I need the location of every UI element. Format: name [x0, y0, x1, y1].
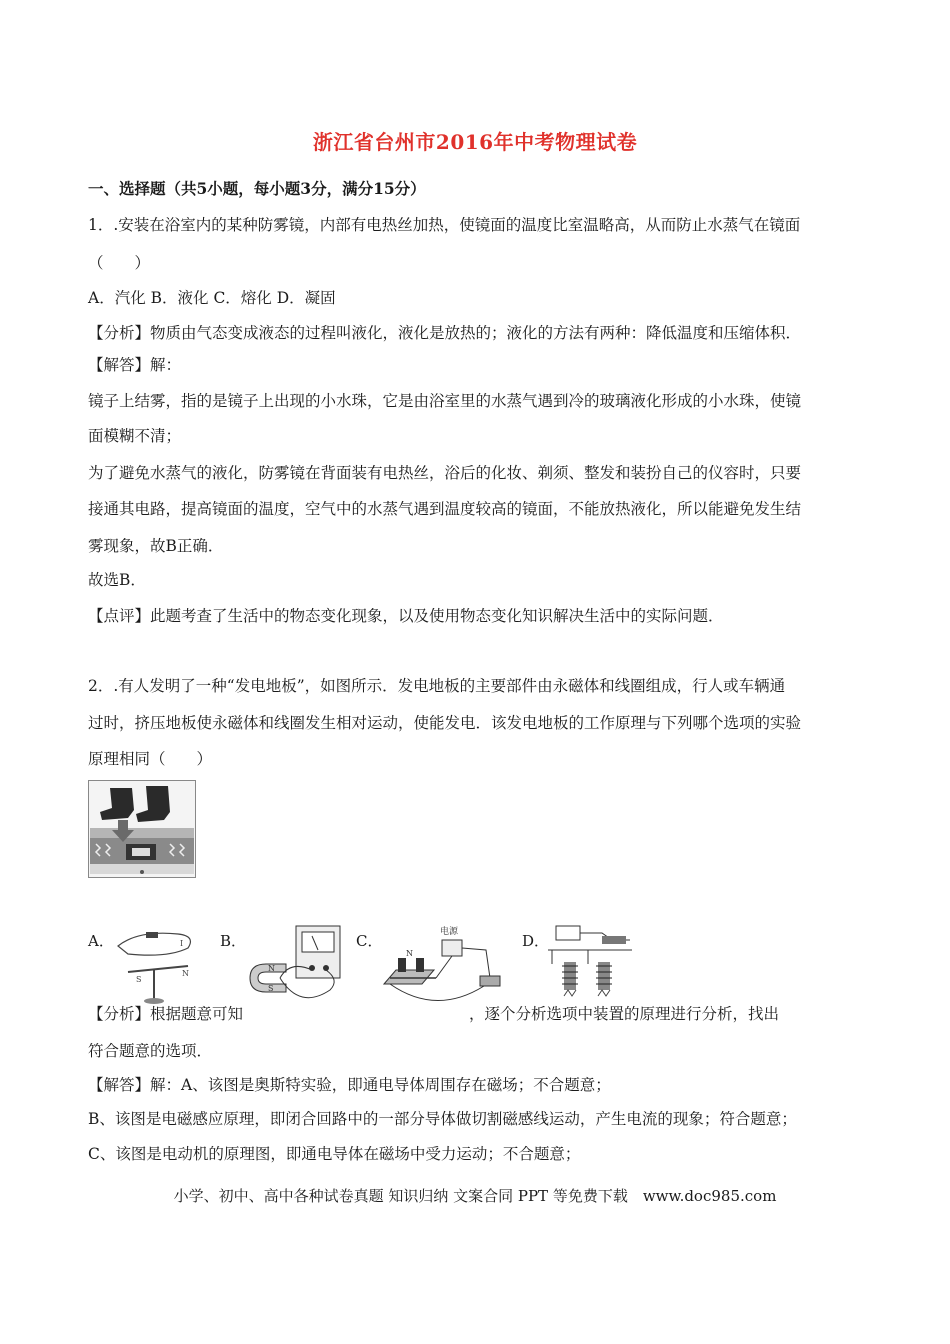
q2-stem-line: 2．.有人发明了一种“发电地板”，如图所示．发电地板的主要部件由永磁体和线圈组成，行人或车辆通: [88, 677, 786, 695]
q1-analysis: 【分析】物质由气态变成液态的过程叫液化，液化是放热的；液化的方法有两种：降低温度和压缩体积．: [88, 324, 802, 342]
page-title: 浙江省台州市2016年中考物理试卷: [312, 130, 638, 154]
q1-answer-heading: 【解答】解：: [88, 356, 182, 374]
q1-options: A．汽化 B．液化 C．熔化 D．凝固: [88, 289, 336, 307]
electric-motor-principle-figure: [376, 920, 516, 1012]
q2-option-c-label: C．: [356, 932, 383, 950]
electromagnetic-induction-figure: [240, 920, 352, 1010]
svg-text:S: S: [268, 984, 274, 993]
q1-answer-line: 面模糊不清；: [88, 427, 182, 445]
generator-floor-figure: [88, 780, 196, 878]
q2-answer-line: C、该图是电动机的原理图，即通电导体在磁场中受力运动；不合题意；: [88, 1145, 581, 1163]
q1-comment: 【点评】此题考查了生活中的物态变化现象，以及使用物态变化知识解决生活中的实际问题．: [88, 607, 724, 625]
section-heading: 一、选择题（共5小题，每小题3分，满分15分）: [88, 179, 426, 198]
q2-option-b-label: B．: [220, 932, 247, 950]
q1-answer-line: 雾现象，故B正确．: [88, 537, 224, 555]
svg-text:I: I: [180, 939, 184, 948]
q2-answer-line: 【解答】解：A、该图是奥斯特实验，即通电导体周围存在磁场；不合题意；: [88, 1076, 611, 1094]
q2-analysis: [88, 1003, 779, 1025]
q1-answer-line: 镜子上结雾，指的是镜子上出现的小水珠，它是由浴室里的水蒸气遇到冷的玻璃液化形成的小水珠，使镜: [88, 392, 802, 410]
svg-text:N: N: [182, 969, 189, 978]
q1-answer-line: 接通其电路，提高镜面的温度，空气中的水蒸气遇到温度较高的镜面，不能放热液化，所以能避免发生结: [88, 500, 802, 518]
power-source-label: 电源: [440, 927, 459, 937]
footer-note: 小学、初中、高中各种试卷真题 知识归纳 文案合同 PPT 等免费下载 www.doc985.com: [173, 1187, 777, 1205]
electromagnet-figure: [542, 920, 642, 1012]
svg-text:S: S: [136, 975, 142, 984]
q2-analysis-end: ，逐个分析选项中装置的原理进行分析，找出: [469, 1005, 780, 1023]
svg-text:N: N: [406, 949, 413, 958]
q2-analysis-start: 【分析】根据题意可知: [88, 1005, 244, 1023]
q2-analysis-line: 符合题意的选项．: [88, 1042, 213, 1060]
q1-blank: （ ）: [88, 254, 151, 272]
q1-stem: 1．.安装在浴室内的某种防雾镜，内部有电热丝加热，使镜面的温度比室温略高，从而防止水蒸气在镜面: [88, 216, 801, 234]
q1-answer-line: 为了避免水蒸气的液化，防雾镜在背面装有电热丝，浴后的化妆、剃须、整发和装扮自己的仪容时，只要: [88, 464, 802, 482]
oersted-experiment-figure: [108, 924, 208, 1006]
q1-choose: 故选B．: [88, 571, 146, 589]
q2-option-d-label: D．: [522, 932, 550, 950]
q2-stem-line: 过时，挤压地板使永磁体和线圈发生相对运动，使能发电．该发电地板的工作原理与下列哪个选项的实验: [88, 714, 802, 732]
svg-text:N: N: [268, 964, 275, 973]
q2-stem-line: 原理相同（ ）: [88, 750, 213, 768]
q2-answer-line: B、该图是电磁感应原理，即闭合回路中的一部分导体做切割磁感线运动，产生电流的现象；符合题意；: [88, 1110, 797, 1128]
q2-option-a-label: A．: [88, 932, 114, 950]
